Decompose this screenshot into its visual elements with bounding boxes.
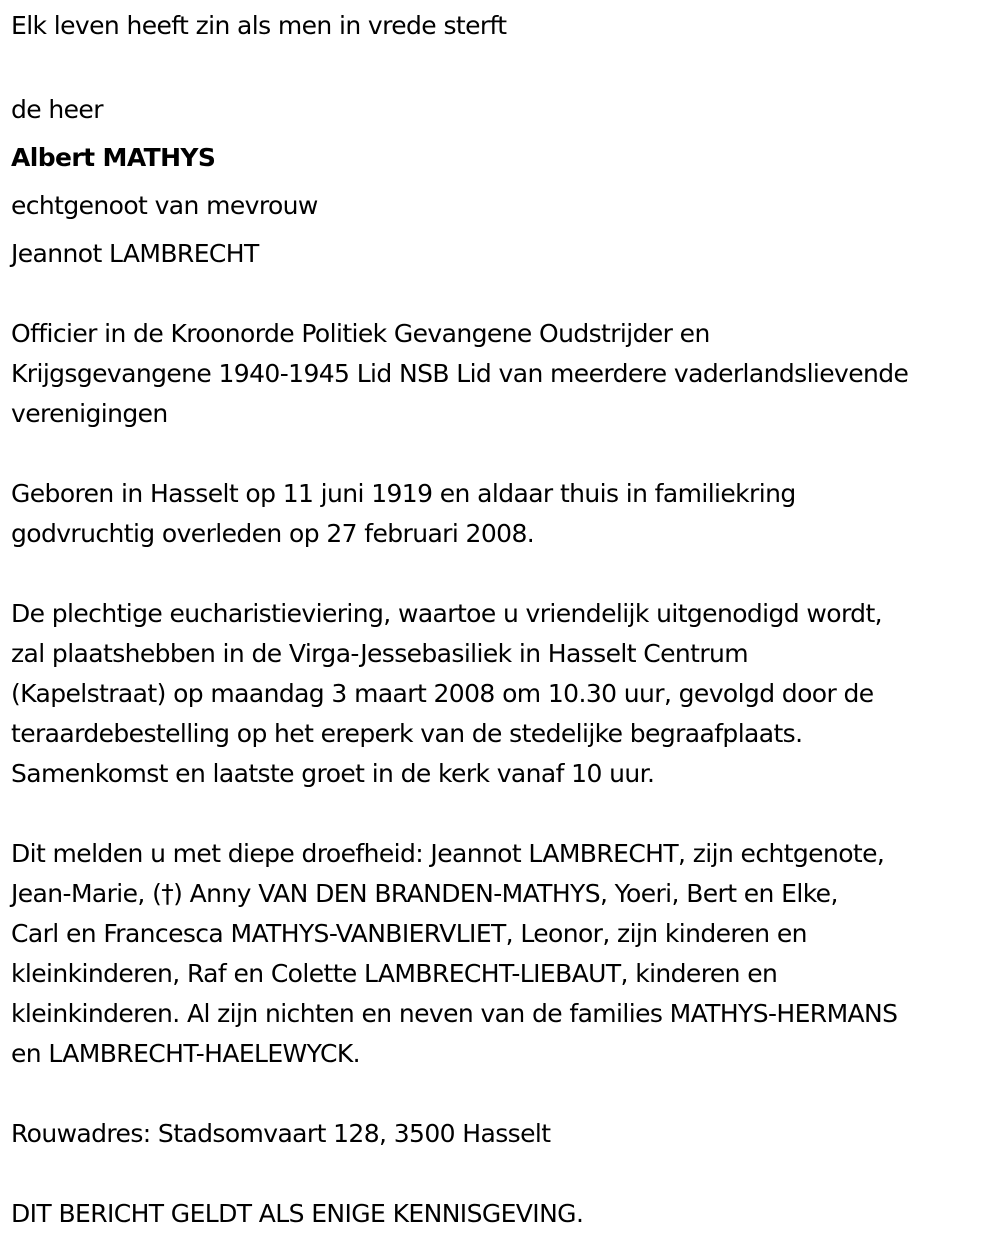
paragraph-line: Dit melden u met diepe droefheid: Jeannot LAMBRECHT, zijn echtgenote, [11, 839, 885, 868]
family-paragraph [11, 834, 996, 1074]
motto: Elk leven heeft zin als men in vrede sterft [11, 11, 507, 40]
ceremony-paragraph [11, 594, 996, 794]
paragraph-line: zal plaatshebben in de Virga-Jessebasiliek in Hasselt Centrum [11, 639, 749, 668]
paragraph-line: en LAMBRECHT-HAELEWYCK. [11, 1039, 360, 1068]
paragraph-line: teraardebestelling op het ereperk van de stedelijke begraafplaats. [11, 719, 803, 748]
closing-statement: DIT BERICHT GELDT ALS ENIGE KENNISGEVING. [11, 1199, 584, 1228]
relation: echtgenoot van mevrouw [11, 191, 318, 220]
paragraph-line: Carl en Francesca MATHYS-VANBIERVLIET, Leonor, zijn kinderen en [11, 919, 807, 948]
paragraph-line: kleinkinderen, Raf en Colette LAMBRECHT-LIEBAUT, kinderen en [11, 959, 778, 988]
spacer [11, 554, 996, 594]
birth-death-paragraph [11, 474, 996, 554]
titles-paragraph [11, 314, 996, 434]
paragraph-line: De plechtige eucharistieviering, waartoe u vriendelijk uitgenodigd wordt, [11, 599, 882, 628]
paragraph-line: Geboren in Hasselt op 11 juni 1919 en aldaar thuis in familiekring [11, 479, 796, 508]
mourning-address: Rouwadres: Stadsomvaart 128, 3500 Hasselt [11, 1119, 551, 1148]
paragraph-line: Krijgsgevangene 1940-1945 Lid NSB Lid van meerdere vaderlandslievende [11, 359, 909, 388]
spacer [11, 46, 996, 86]
spacer [11, 1154, 996, 1194]
spacer [11, 278, 996, 314]
paragraph-line: Samenkomst en laatste groet in de kerk vanaf 10 uur. [11, 759, 655, 788]
spouse-name: Jeannot LAMBRECHT [11, 239, 259, 268]
paragraph-line: Officier in de Kroonorde Politiek Gevangene Oudstrijder en [11, 319, 710, 348]
paragraph-line: kleinkinderen. Al zijn nichten en neven van de families MATHYS-HERMANS [11, 999, 898, 1028]
spacer [11, 1074, 996, 1114]
paragraph-line: verenigingen [11, 399, 168, 428]
paragraph-line: (Kapelstraat) op maandag 3 maart 2008 om 10.30 uur, gevolgd door de [11, 679, 874, 708]
deceased-name: Albert MATHYS [11, 143, 216, 172]
spacer [11, 434, 996, 474]
spacer [11, 794, 996, 834]
paragraph-line: Jean-Marie, (†) Anny VAN DEN BRANDEN-MATHYS, Yoeri, Bert en Elke, [11, 879, 838, 908]
death-notice [11, 0, 996, 1234]
salutation: de heer [11, 95, 103, 124]
paragraph-line: godvruchtig overleden op 27 februari 2008. [11, 519, 535, 548]
